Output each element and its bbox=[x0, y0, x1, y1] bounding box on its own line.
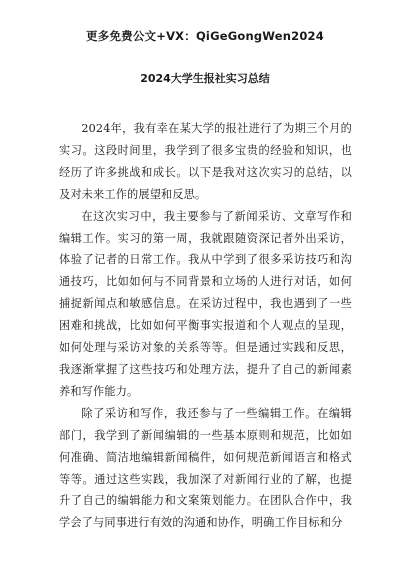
paragraph: 2024年，我有幸在某大学的报社进行了为期三个月的实习。这段时间里，我学到了很多宝贵的经验和知识，也经历了许多挑战和成长。以下是我对这次实习的总结，以及对未来工作的展望和反思。 bbox=[59, 122, 352, 201]
document-body bbox=[59, 118, 352, 534]
document-title: 2024大学生报社实习总结 bbox=[140, 72, 270, 85]
header-banner: 更多免费公文+VX：QiGeGongWen2024 bbox=[86, 29, 324, 43]
paragraph: 除了采访和写作，我还参与了一些编辑工作。在编辑部门，我学到了新闻编辑的一些基本原则和规范，比如如何准确、简洁地编辑新闻稿件，如何规范新闻语言和格式等等。通过这些实践，我加深了对新闻行业的了解，也提升了自己的编辑能力和文案策划能力。在团队合作中，我学会了与同事进行有效的沟通和协作，明确工作目标和分 bbox=[59, 406, 352, 530]
paragraph: 在这次实习中，我主要参与了新闻采访、文章写作和编辑工作。实习的第一周，我就跟随资深记者外出采访，体验了记者的日常工作。我从中学到了很多采访技巧和沟通技巧，比如如何与不同背景和立场的人进行对话，如何捕捉新闻点和敏感信息。在采访过程中，我也遇到了一些困难和挑战，比如如何平衡事实报道和个人观点的呈现，如何处理与采访对象的关系等等。但是通过实践和反思，我逐渐掌握了这些技巧和处理方法，提升了自己的新闻素养和写作能力。 bbox=[59, 209, 352, 398]
